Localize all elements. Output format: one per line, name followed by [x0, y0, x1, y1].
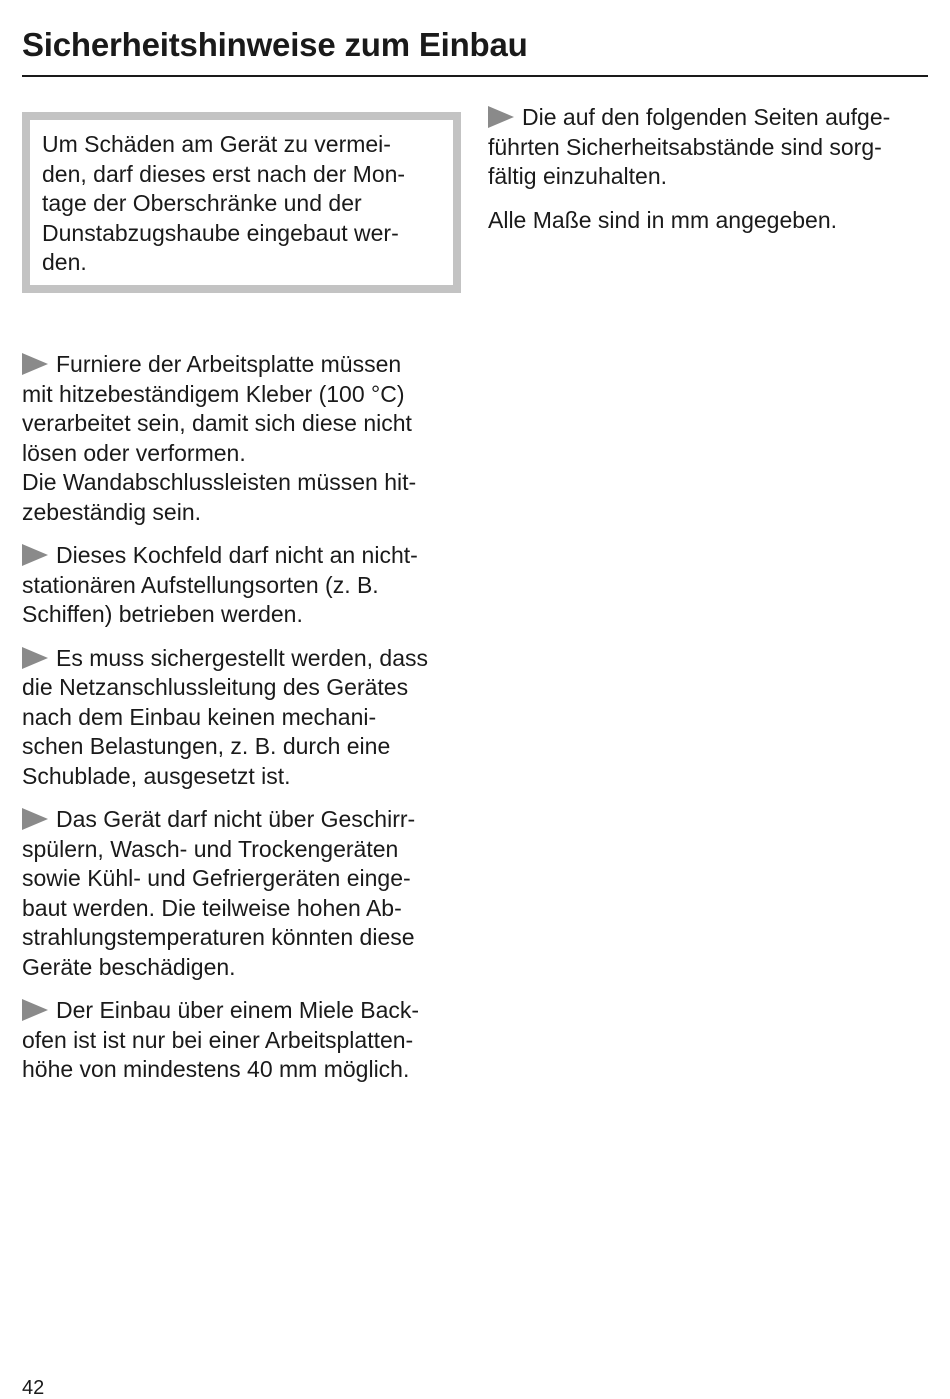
- paragraph-line: fältig einzuhalten.: [488, 163, 668, 189]
- paragraph-line: Dieses Kochfeld darf nicht an nicht-: [56, 542, 418, 568]
- paragraph-line: baut werden. Die teilweise hohen Ab-: [22, 894, 402, 921]
- paragraph-line: Schublade, ausgesetzt ist.: [22, 762, 291, 789]
- paragraph-line: Die auf den folgenden Seiten aufge-: [522, 104, 891, 130]
- paragraph-line: verarbeitet sein, damit sich diese nicht: [22, 410, 412, 436]
- triangle-bullet-icon: [488, 106, 514, 128]
- triangle-bullet-icon: [22, 544, 48, 566]
- triangle-bullet-icon: [22, 353, 48, 375]
- left-column: [22, 350, 462, 1085]
- notice-line: Um Schäden am Gerät zu vermei-: [42, 131, 391, 157]
- paragraph-line: schen Belastungen, z. B. durch eine: [22, 733, 391, 759]
- notice-line: den, darf dieses erst nach der Mon-: [42, 160, 406, 187]
- paragraph-line: Geräte beschädigen.: [22, 953, 236, 980]
- paragraph-line: Der Einbau über einem Miele Back-: [56, 997, 420, 1023]
- triangle-bullet-icon: [22, 999, 48, 1021]
- units-note: [488, 206, 928, 236]
- notice-line: den.: [42, 249, 87, 275]
- page-title: Sicherheitshinweise zum Einbau: [22, 26, 528, 63]
- notice-box: [22, 112, 461, 293]
- paragraph-line: Das Gerät darf nicht über Geschirr-: [56, 806, 416, 832]
- paragraph-line: stationären Aufstellungsorten (z. B.: [22, 571, 379, 598]
- paragraph-line: höhe von mindestens 40 mm möglich.: [22, 1056, 410, 1082]
- triangle-bullet-icon: [22, 808, 48, 830]
- page-number: 42: [22, 1377, 45, 1399]
- safety-paragraph-oven: [22, 996, 462, 1085]
- paragraph-line: lösen oder verformen.: [22, 439, 246, 466]
- paragraph-line: mit hitzebeständigem Kleber (100 °C): [22, 380, 405, 407]
- right-column: [488, 103, 928, 235]
- notice-line: tage der Oberschränke und der: [42, 190, 362, 216]
- notice-text: [42, 130, 442, 278]
- safety-paragraph-power-cable: [22, 644, 462, 792]
- safety-paragraph-distances: [488, 103, 928, 192]
- paragraph-line: ofen ist ist nur bei einer Arbeitsplatten-: [22, 1026, 414, 1053]
- paragraph-line: Alle Maße sind in mm angegeben.: [488, 206, 838, 233]
- safety-paragraph-stationary: [22, 541, 462, 630]
- paragraph-line: führten Sicherheitsabstände sind sorg-: [488, 133, 882, 160]
- triangle-bullet-icon: [22, 647, 48, 669]
- paragraph-line: Schiffen) betrieben werden.: [22, 601, 303, 627]
- paragraph-line: Es muss sichergestellt werden, dass: [56, 644, 428, 671]
- paragraph-line: die Netzanschlussleitung des Gerätes: [22, 674, 409, 700]
- paragraph-line: Die Wandabschlussleisten müssen hit-: [22, 469, 417, 495]
- safety-paragraph-veneers: [22, 350, 462, 527]
- paragraph-line: zebeständig sein.: [22, 498, 202, 525]
- paragraph-line: nach dem Einbau keinen mechani-: [22, 703, 377, 730]
- paragraph-line: strahlungstemperaturen könnten diese: [22, 924, 415, 950]
- paragraph-line: Furniere der Arbeitsplatte müssen: [56, 351, 402, 377]
- paragraph-line: spülern, Wasch- und Trockengeräten: [22, 835, 399, 862]
- notice-line: Dunstabzugshaube eingebaut wer-: [42, 219, 399, 246]
- safety-paragraph-appliances: [22, 805, 462, 982]
- paragraph-line: sowie Kühl- und Gefriergeräten einge-: [22, 865, 411, 891]
- title-divider: [22, 75, 928, 77]
